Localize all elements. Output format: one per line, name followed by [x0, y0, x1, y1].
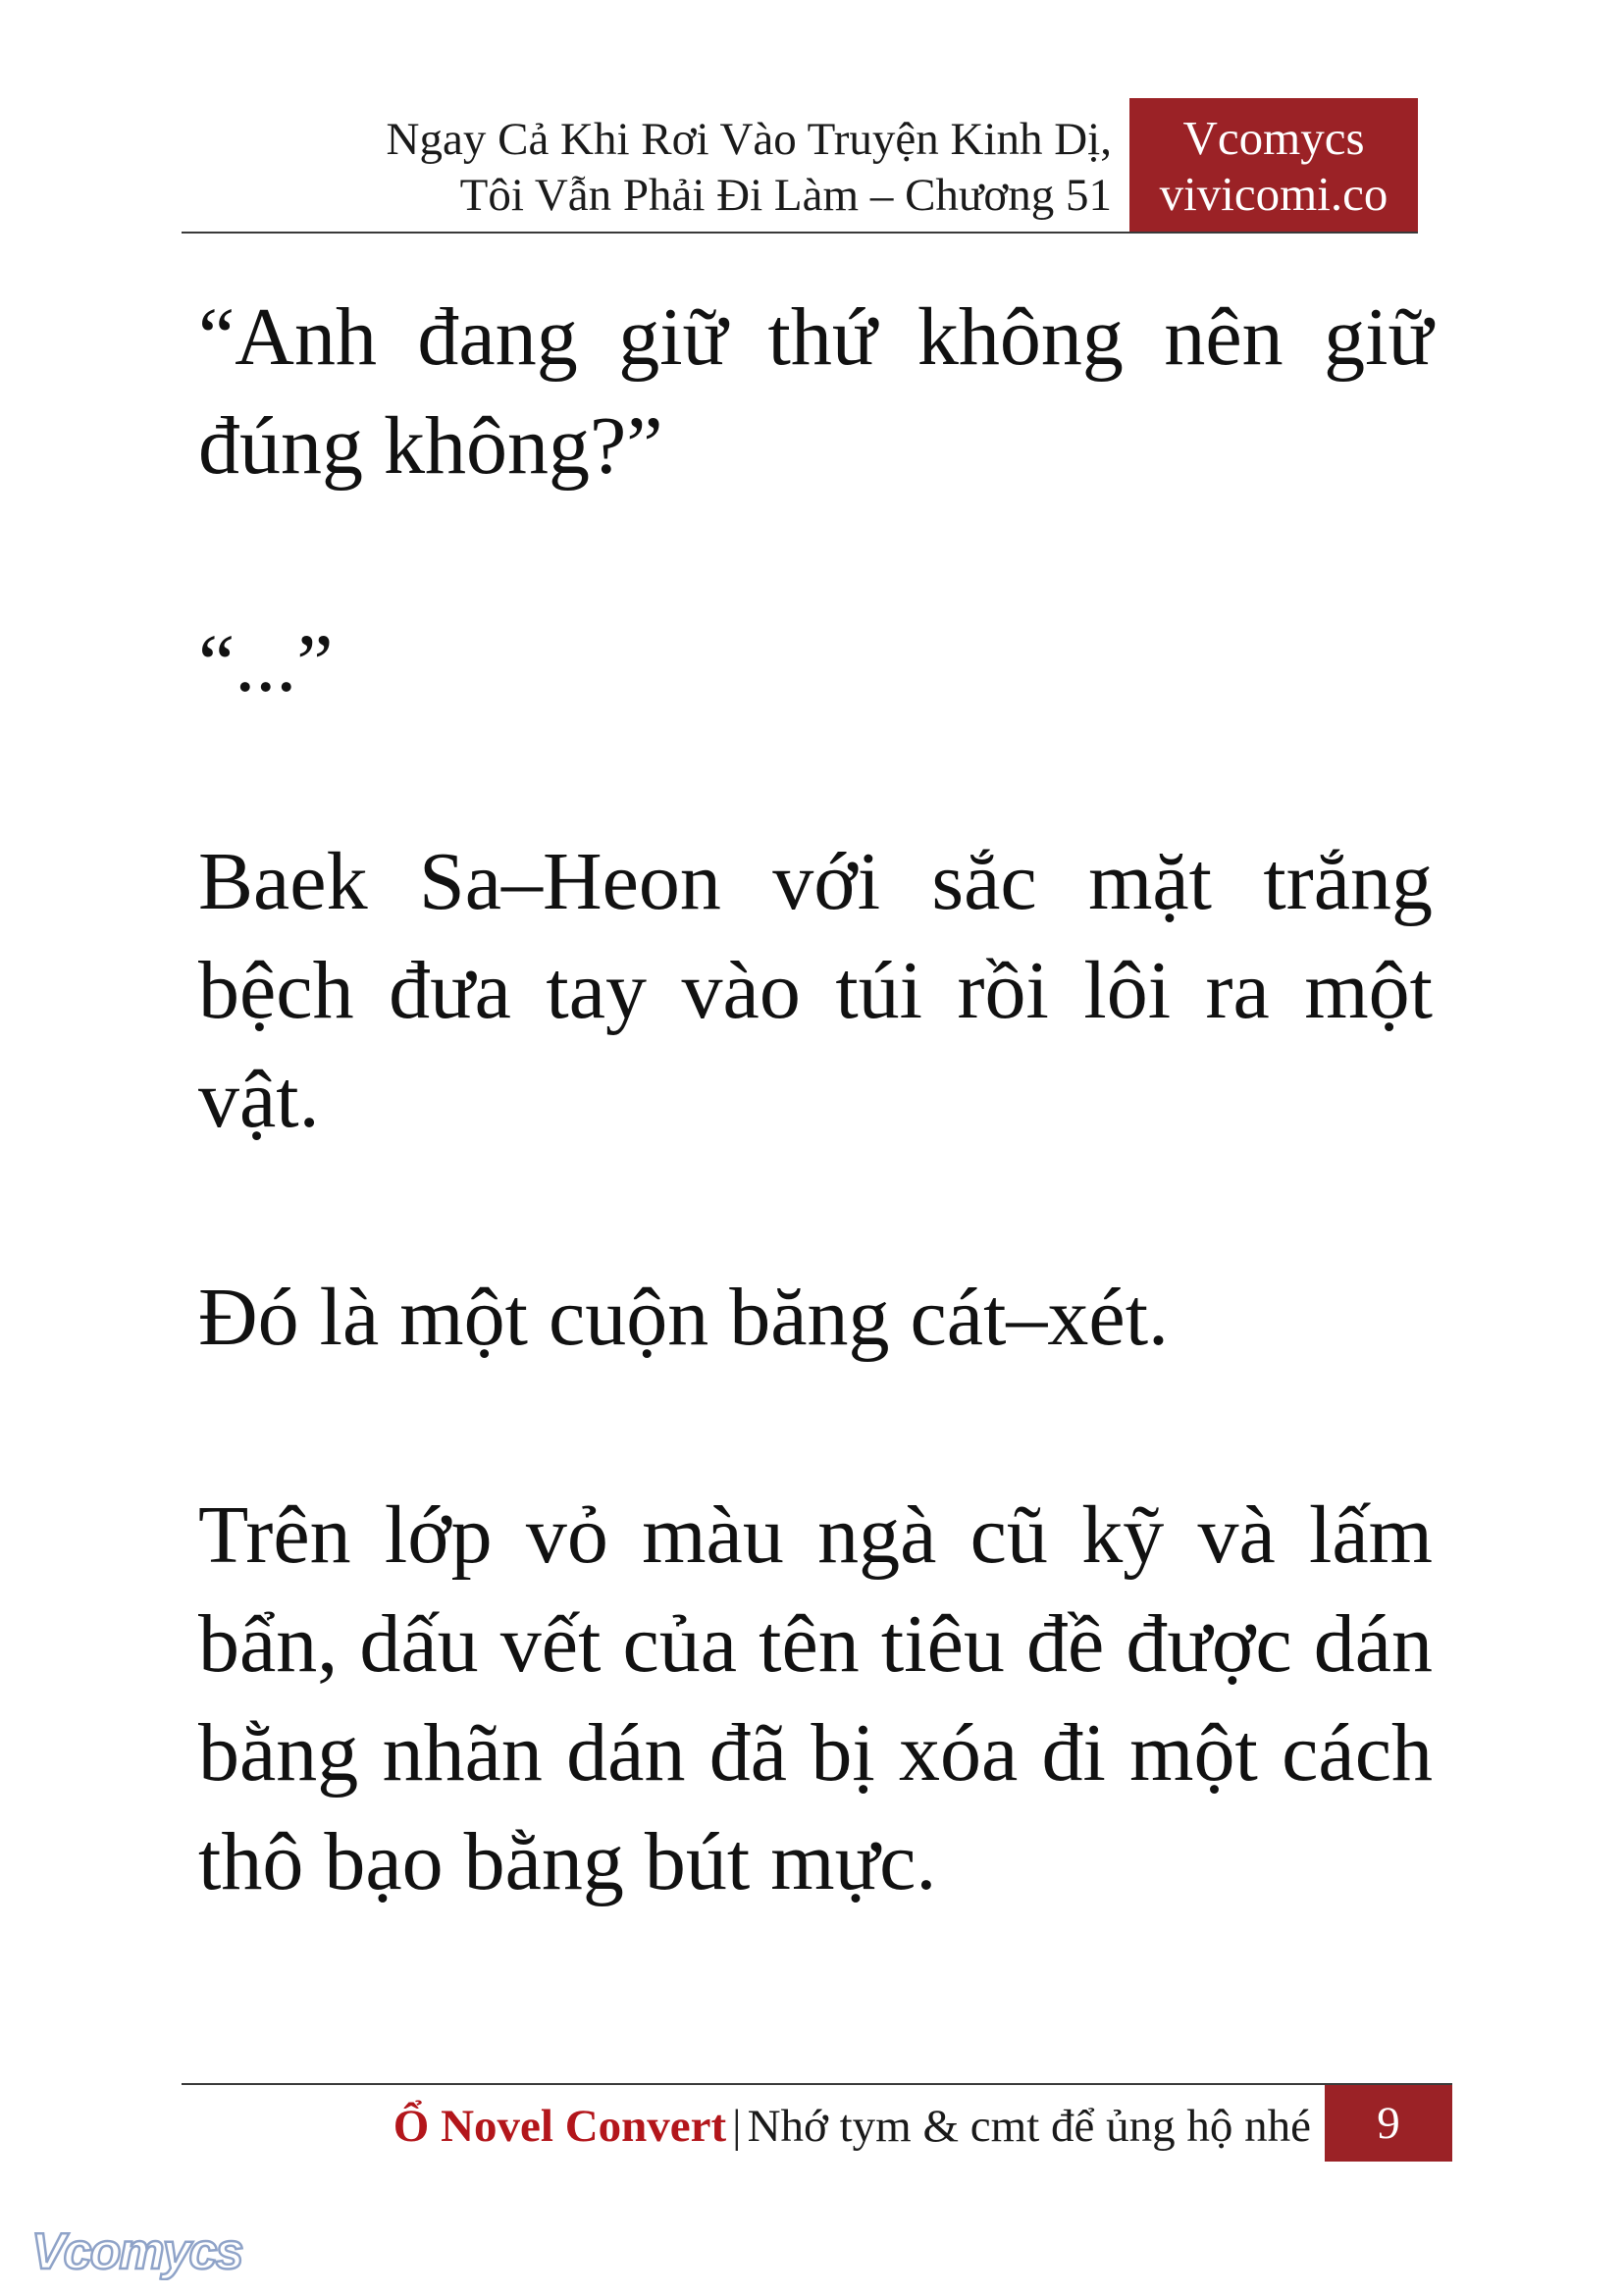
paragraph-3: Baek Sa–Heon với sắc mặt trắng bệch đưa tay vào túi rồi lôi ra một vật. [198, 836, 1433, 1145]
paragraph-5: Trên lớp vỏ màu ngà cũ kỹ và lấm bẩn, dấu vết của tên tiêu đề được dán bằng nhãn dán đã bị xóa đi một cách thô bạo bằng bút mực. [198, 1489, 1433, 1907]
paragraph-1: “Anh đang giữ thứ không nên giữ đúng không?” [198, 291, 1433, 492]
chapter-title [387, 112, 1112, 224]
watermark-logo-text: Vcomycs [31, 2223, 242, 2280]
watermark-logo-graphic [27, 2219, 253, 2280]
footer-text [393, 2099, 1311, 2154]
watermark-logo [27, 2219, 253, 2280]
footer-brand: Ổ Novel Convert [393, 2101, 727, 2152]
footer-message: Nhớ tym & cmt để ủng hộ nhé [747, 2101, 1311, 2152]
paragraph-4: Đó là một cuộn băng cát–xét. [198, 1272, 1170, 1363]
brand-badge [1129, 98, 1418, 232]
brand-site: vivicomi.co [1159, 167, 1388, 221]
chapter-title-line-1: Ngay Cả Khi Rơi Vào Truyện Kinh Dị, [386, 114, 1112, 165]
page-header [182, 98, 1418, 234]
chapter-title-line-2: Tôi Vẫn Phải Đi Làm – Chương 51 [459, 170, 1112, 221]
brand-name: Vcomycs [1182, 111, 1365, 165]
footer-separator: | [732, 2101, 742, 2152]
page-footer [182, 2083, 1452, 2162]
paragraph-2: “...” [198, 618, 334, 709]
story-text [198, 283, 1433, 2025]
page-number: 9 [1325, 2085, 1452, 2162]
